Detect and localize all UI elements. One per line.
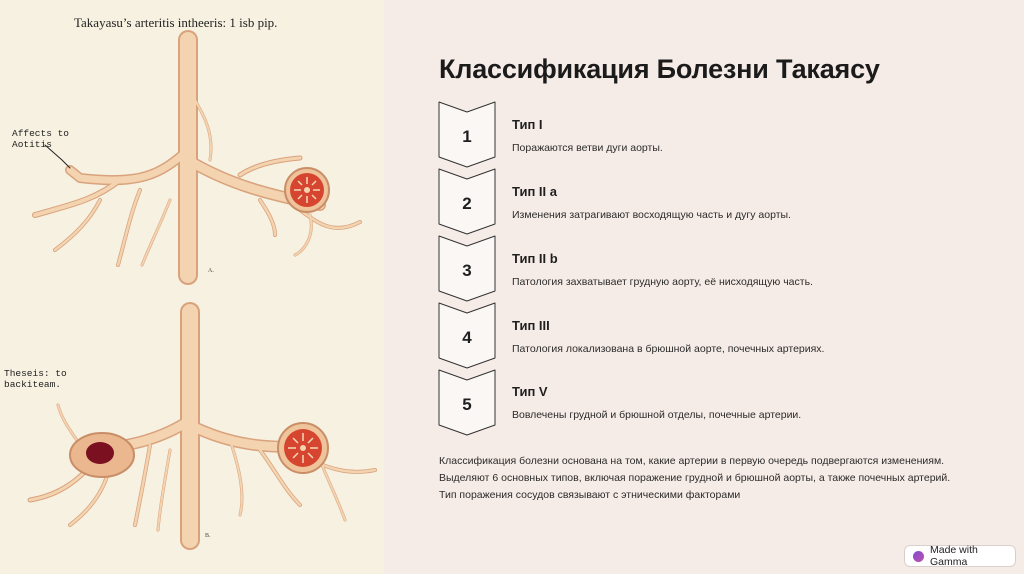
- aneurysm-icon: [70, 433, 134, 477]
- figure-a-artery: [35, 40, 360, 275]
- step-description-1: Поражаются ветви дуги аорты.: [512, 142, 663, 154]
- annotation-top: Affects to Aotitis: [12, 128, 70, 150]
- step-title-4: Тип III: [512, 318, 550, 333]
- aorta-illustration: [0, 0, 384, 574]
- made-with-gamma-button[interactable]: [904, 545, 1016, 567]
- step-title-3: Тип II b: [512, 251, 558, 266]
- lesion-b-icon: [278, 423, 328, 473]
- step-title-1: Тип I: [512, 117, 543, 132]
- step-title-2: Тип II a: [512, 184, 557, 199]
- step-number-1: 1: [462, 127, 472, 146]
- step-description-2: Изменения затрагивают восходящую часть и дугу аорты.: [512, 209, 791, 221]
- illustration-caption: Takayasu’s arteritis intheeris: 1 isb pip.: [74, 15, 278, 30]
- step-description-3: Патология захватывает грудную аорту, её нисходящую часть.: [512, 276, 813, 288]
- illustration-panel: [0, 0, 384, 574]
- step-number-4: 4: [462, 328, 472, 347]
- lesion-a-icon: [285, 168, 329, 212]
- slide-title: Классификация Болезни Такаясу: [439, 54, 880, 84]
- step-title-5: Тип V: [512, 384, 548, 399]
- figure-a-label: A.: [208, 268, 214, 274]
- step-number-2: 2: [462, 194, 472, 213]
- figure-b-label: B.: [205, 533, 211, 539]
- gamma-logo-icon: [913, 551, 924, 562]
- step-description-5: Вовлечены грудной и брюшной отделы, почечные артерии.: [512, 409, 802, 421]
- annotation-bottom: Theseis: to backiteam.: [4, 368, 67, 390]
- step-number-3: 3: [462, 261, 472, 280]
- summary-text: Классификация болезни основана на том, какие артерии в первую очередь подвергаются изменениям. Выделяют 6 основных типов, включая поражение грудной и брюшной аорты, а также почечных артерий. Тип поражения сосудов связывают с этническими факторами: [439, 455, 951, 501]
- step-description-4: Патология локализована в брюшной аорте, почечных артериях.: [512, 343, 825, 355]
- step-number-5: 5: [462, 395, 472, 414]
- badge-label: Made with Gamma: [930, 544, 978, 568]
